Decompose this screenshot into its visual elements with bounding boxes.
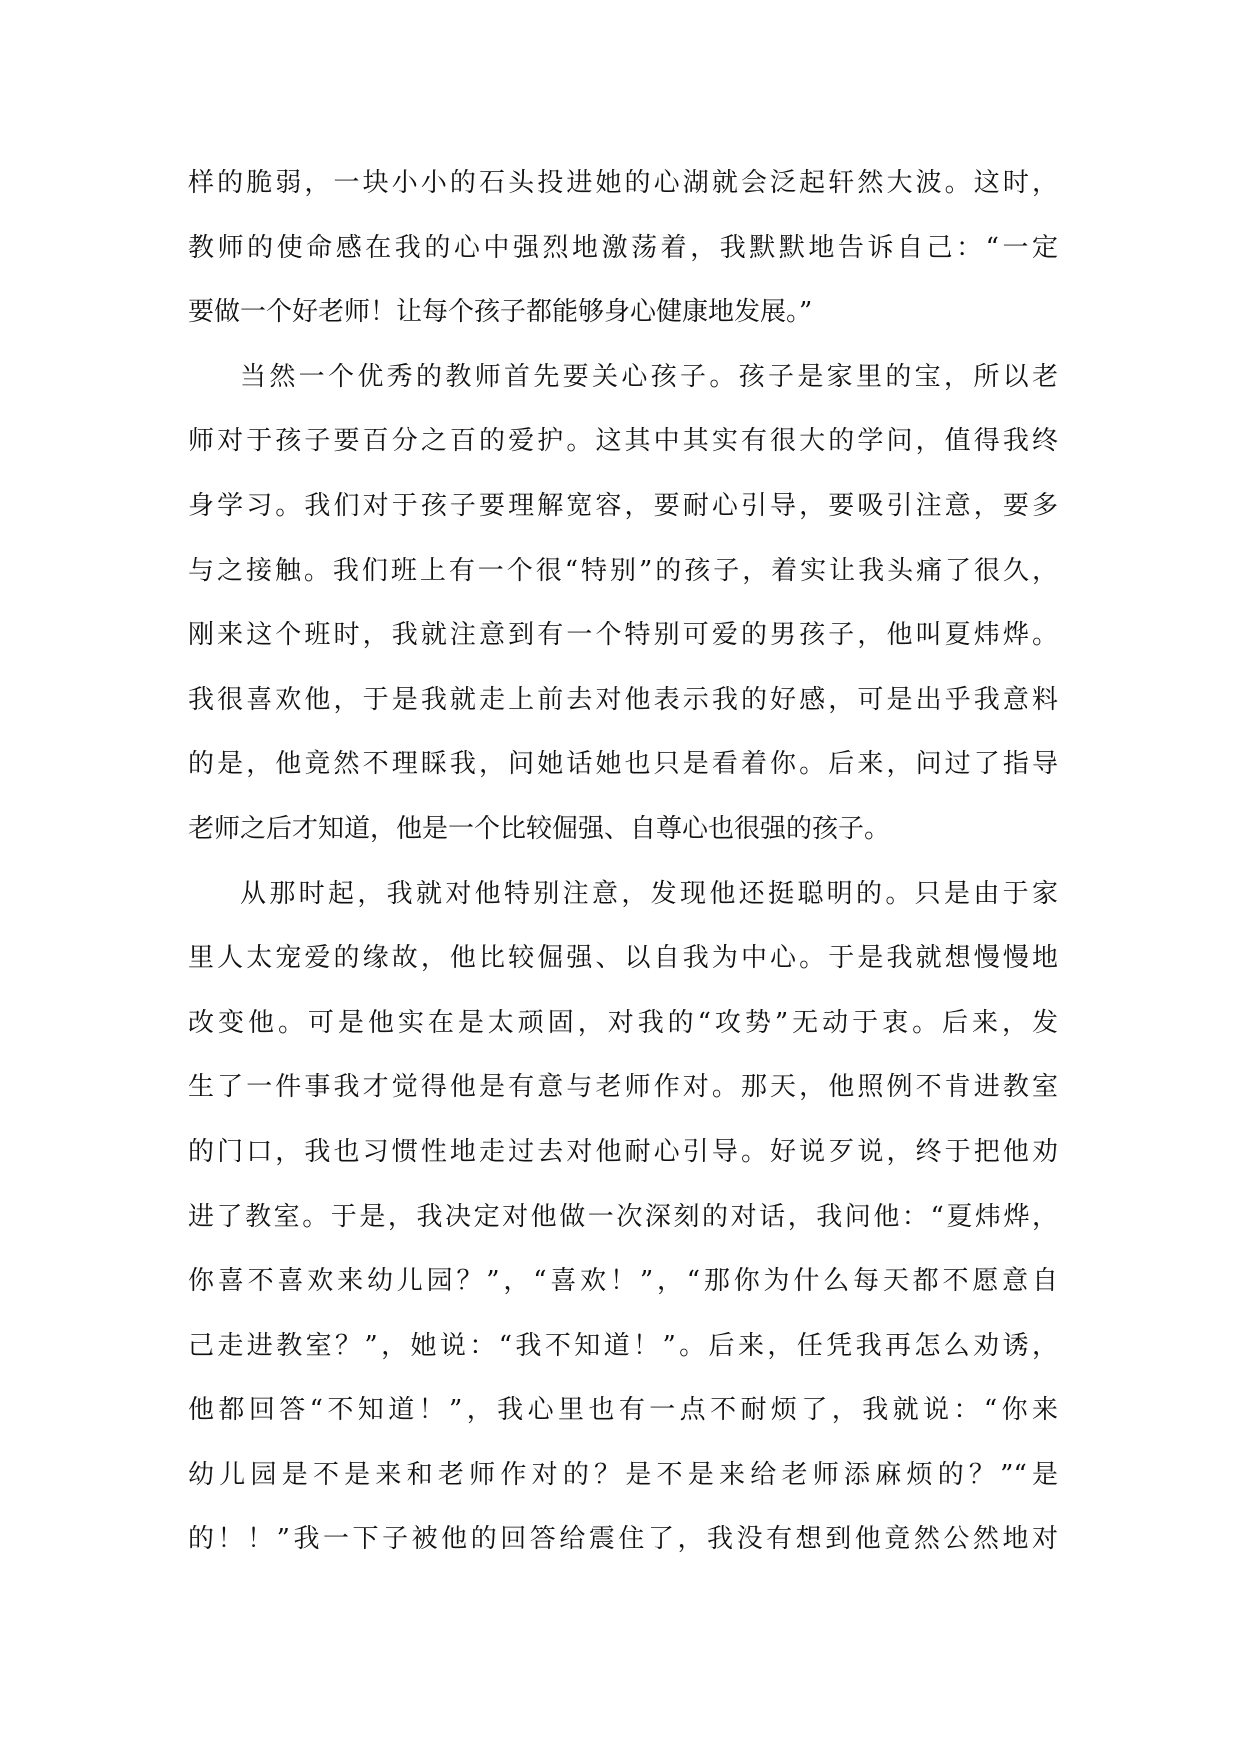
- text-line: 样的脆弱，一块小小的石头投进她的心湖就会泛起轩然大波。这时，: [188, 168, 1058, 198]
- text-line: 幼儿园是不是来和老师作对的？是不是来给老师添麻烦的？”“是: [188, 1459, 1058, 1490]
- paragraph-first-line: 当然一个优秀的教师首先要关心孩子。孩子是家里的宝，所以老: [240, 361, 1058, 392]
- paragraph-first-line: 从那时起，我就对他特别注意，发现他还挺聪明的。只是由于家: [240, 878, 1058, 909]
- text-line: 进了教室。于是，我决定对他做一次深刻的对话，我问他：“夏炜烨，: [188, 1201, 1058, 1232]
- text-line: 身学习。我们对于孩子要理解宽容，要耐心引导，要吸引注意，要多: [188, 490, 1058, 521]
- text-line: 教师的使命感在我的心中强烈地激荡着，我默默地告诉自己：“一定: [188, 232, 1058, 263]
- text-line: 生了一件事我才觉得他是有意与老师作对。那天，他照例不肯进教室: [188, 1072, 1058, 1103]
- text-line: 老师之后才知道，他是一个比较倔强、自尊心也很强的孩子。: [188, 813, 891, 844]
- text-line: 我很喜欢他，于是我就走上前去对他表示我的好感，可是出乎我意料: [188, 684, 1058, 715]
- text-line: 里人太宠爱的缘故，他比较倔强、以自我为中心。于是我就想慢慢地: [188, 943, 1058, 974]
- text-line: 的！！”我一下子被他的回答给震住了，我没有想到他竟然公然地对: [188, 1524, 1058, 1555]
- text-line: 的门口，我也习惯性地走过去对他耐心引导。好说歹说，终于把他劝: [188, 1136, 1058, 1167]
- text-line: 师对于孩子要百分之百的爱护。这其中其实有很大的学问，值得我终: [188, 426, 1058, 457]
- text-line: 的是，他竟然不理睬我，问她话她也只是看着你。后来，问过了指导: [188, 749, 1058, 780]
- text-line: 刚来这个班时，我就注意到有一个特别可爱的男孩子，他叫夏炜烨。: [188, 620, 1058, 651]
- text-line: 改变他。可是他实在是太顽固，对我的“攻势”无动于衷。后来，发: [188, 1007, 1058, 1038]
- text-line: 他都回答“不知道！”，我心里也有一点不耐烦了，我就说：“你来: [188, 1395, 1058, 1426]
- text-line: 己走进教室？”，她说：“我不知道！”。后来，任凭我再怎么劝诱，: [188, 1330, 1058, 1361]
- text-line: 要做一个好老师！让每个孩子都能够身心健康地发展。”: [188, 297, 813, 328]
- text-line: 与之接触。我们班上有一个很“特别”的孩子，着实让我头痛了很久，: [188, 555, 1058, 586]
- text-line: 你喜不喜欢来幼儿园？”，“喜欢！”，“那你为什么每天都不愿意自: [188, 1266, 1058, 1297]
- body-text: [188, 151, 1058, 1572]
